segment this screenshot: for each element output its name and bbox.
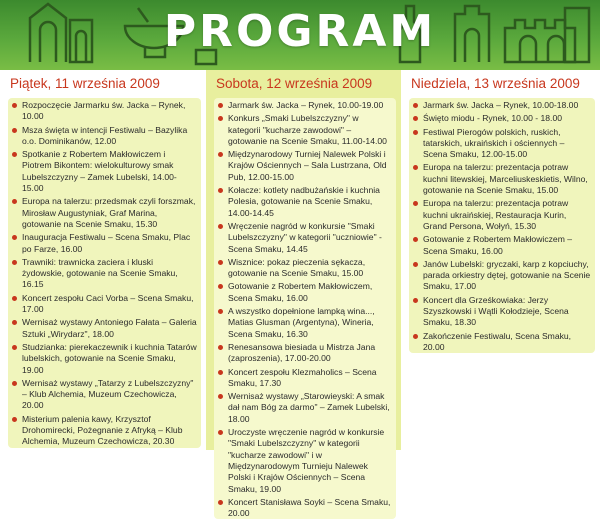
bullet-icon bbox=[413, 237, 418, 242]
event-text: Inauguracja Festiwalu – Scena Smaku, Plac po Farze, 16.00 bbox=[22, 232, 191, 254]
list-item bbox=[218, 306, 392, 340]
event-text: Jarmark św. Jacka – Rynek, 10.00-19.00 bbox=[228, 100, 384, 110]
bullet-icon bbox=[218, 430, 223, 435]
event-text: Zakończenie Festiwalu, Scena Smaku, 20.00 bbox=[423, 330, 572, 352]
list-item bbox=[218, 281, 392, 304]
list-item bbox=[413, 127, 591, 161]
event-text: Wernisaż wystawy „Starowieyski: A smak dał nam Bóg za darmo" – Zamek Lubelski, 18.00 bbox=[228, 391, 390, 424]
event-text: Trawniki: trawnicka zacierа i kluski żydowskie, gotowanie na Scenie Smaku, 16.15 bbox=[22, 256, 178, 290]
event-text: Kołacze: kotlety nadbużańskie i kuchnia Polesia, gotowanie na Scenie Smaku, 14.00-14.45 bbox=[228, 185, 380, 218]
list-item bbox=[218, 342, 392, 365]
bullet-icon bbox=[12, 381, 17, 386]
event-text: Jarmark św. Jacka – Rynek, 10.00-18.00 bbox=[423, 100, 579, 110]
list-item bbox=[12, 293, 197, 316]
event-text: Wisznice: pokaz pieczenia sękacza, gotowanie na Scenie Smaku, 15.00 bbox=[228, 256, 366, 279]
event-text: Renesansowa biesiada u Mistrza Jana (zaproszenia), 17.00-20.00 bbox=[228, 341, 376, 364]
bullet-icon bbox=[218, 345, 223, 350]
event-text: Koncert zespołu Caci Vorba – Scena Smaku, 17.00 bbox=[22, 292, 194, 315]
bullet-icon bbox=[12, 296, 17, 301]
bullet-icon bbox=[413, 201, 418, 206]
event-text: Koncert zespołu Klezmaholics – Scena Smaku, 17.30 bbox=[228, 366, 377, 388]
list-item bbox=[218, 367, 392, 390]
list-item bbox=[413, 259, 591, 293]
event-list bbox=[413, 100, 591, 353]
event-text: Gotowanie z Robertem Makłowiczem, Scena Smaku, 16.00 bbox=[228, 281, 373, 303]
bullet-icon bbox=[218, 116, 223, 121]
bullet-icon bbox=[218, 103, 223, 108]
event-text: Europa na talerzu: przedsmak czyli forszmak, Mirosław Augustyniak, Graf Marina, gotowanie na Scenie Smaku, 15.30 bbox=[22, 196, 196, 229]
bullet-icon bbox=[413, 103, 418, 108]
list-item bbox=[218, 221, 392, 255]
bullet-icon bbox=[12, 417, 17, 422]
list-item bbox=[413, 113, 591, 124]
event-text: A wszystko dopełnione lampką wina..., Matias Glusman (Argentyna), Wineria, Scena Smaku, 16.30 bbox=[228, 306, 375, 339]
bullet-icon bbox=[413, 165, 418, 170]
list-item bbox=[413, 295, 591, 329]
list-item bbox=[12, 342, 197, 376]
event-text: Europa na talerzu: prezentacja potraw kuchni ukraińskiej, Restauracja Kurin, Grand Persona, Wołyń, 15.30 bbox=[423, 198, 569, 231]
day-title: Piątek, 11 września 2009 bbox=[10, 76, 160, 91]
bullet-icon bbox=[218, 284, 223, 289]
list-item bbox=[12, 125, 197, 148]
bullet-icon bbox=[12, 260, 17, 265]
list-item bbox=[413, 331, 591, 354]
list-item bbox=[413, 100, 591, 111]
list-item bbox=[12, 196, 197, 230]
list-item bbox=[218, 257, 392, 280]
bullet-icon bbox=[413, 298, 418, 303]
bullet-icon bbox=[12, 199, 17, 204]
event-text: Misterium palenia kawy, Krzysztof Drohomirecki, Pożegnanie z Afryką – Klub Alchemia, Muzeum Czechowicza, 20.30 bbox=[22, 413, 183, 447]
list-item bbox=[413, 234, 591, 257]
event-text: Koncert Stanisława Soyki – Scena Smaku, 20.00 bbox=[228, 496, 391, 519]
event-text: Europa na talerzu: prezentacja potraw kuchni litewskiej, Marceliuskeskietis, Wilno, gotowanie na Scenie Smaku, 15.00 bbox=[423, 162, 588, 196]
bullet-icon bbox=[218, 260, 223, 265]
list-item bbox=[218, 497, 392, 519]
list-item bbox=[413, 198, 591, 232]
list-item bbox=[12, 100, 197, 123]
event-text: Msza święta w intencji Festiwalu – Bazylika o.o. Dominikanów, 12.00 bbox=[22, 124, 188, 146]
bullet-icon bbox=[218, 394, 223, 399]
event-text: Gotowanie z Robertem Makłowiczem – Scena Smaku, 16.00 bbox=[423, 234, 573, 256]
bullet-icon bbox=[413, 334, 418, 339]
day-column-saturday bbox=[206, 70, 401, 519]
bullet-icon bbox=[12, 128, 17, 133]
bullet-icon bbox=[413, 262, 418, 267]
bullet-icon bbox=[12, 103, 17, 108]
event-text: Konkurs „Smaki Lubelszczyzny" w kategorii "kucharze zawodowi" – gotowanie na Scenie Smaku, 11.00-14.00 bbox=[228, 113, 387, 146]
event-text: Festiwal Pierogów polskich, ruskich, tatarskich, ukraińskich i ościennych – Scena Smaku, 12.00-15.00 bbox=[423, 126, 565, 160]
event-list-box bbox=[8, 98, 201, 448]
event-text: Wernisaż wystawy „Tatarzy z Lubelszczyzny" – Klub Alchemia, Muzeum Czechowicza, 20.00 bbox=[22, 377, 194, 411]
event-list bbox=[218, 100, 392, 519]
bullet-icon bbox=[218, 152, 223, 157]
event-text: Uroczyste wręczenie nagród w konkursie "Smaki Lubelszczyzny" w kategorii "kucharze zawodowi" i w Międzynarodowym Turnieju Nalewek Polski i Krajów Ościennych – Scena Smaku, 19.00 bbox=[228, 427, 385, 494]
event-list bbox=[12, 100, 197, 448]
event-text: Wręczenie nagród w konkursie "Smaki Lubelszczyzny" w kategorii "uczniowie" - Scena Smaku, 14.45 bbox=[228, 220, 382, 254]
list-item bbox=[218, 100, 392, 111]
event-text: Studzianka: pierekaczewnik i kuchnia Tatarów lubelskich, gotowanie na Scenie Smaku, 19.00 bbox=[22, 341, 197, 375]
bullet-icon bbox=[413, 116, 418, 121]
bullet-icon bbox=[12, 320, 17, 325]
day-title: Sobota, 12 września 2009 bbox=[216, 76, 373, 91]
bullet-icon bbox=[12, 152, 17, 157]
event-text: Koncert dla Grześkowiaka: Jerzy Szyszkowski i Wątli Kołodziejе, Scena Smaku, 18.30 bbox=[423, 294, 569, 328]
list-item bbox=[218, 391, 392, 425]
day-column-sunday bbox=[401, 70, 600, 450]
event-text: Międzynarodowy Turniej Nalewek Polski i Krajów Ościennych – Sala Lustrzana, Old Pub, 12.00-15.00 bbox=[228, 149, 387, 182]
list-item bbox=[12, 317, 197, 340]
list-item bbox=[218, 427, 392, 495]
list-item bbox=[218, 149, 392, 183]
list-item bbox=[12, 232, 197, 255]
list-item bbox=[12, 149, 197, 194]
event-list-box bbox=[214, 98, 396, 519]
header-banner bbox=[0, 0, 600, 70]
event-list-box bbox=[409, 98, 595, 353]
day-title: Niedziela, 13 września 2009 bbox=[411, 76, 580, 91]
list-item bbox=[218, 185, 392, 219]
event-text: Janów Lubelski: gryczaki, karp z kopciuchy, parada orkiestry dętej, gotowanie na Scenie Smaku, 17.00 bbox=[423, 258, 591, 292]
event-text: Wernisaż wystawy Antoniego Fałata – Galeria Sztuki „Wirydarz", 18.00 bbox=[22, 317, 197, 339]
event-text: Rozpoczęcie Jarmarku św. Jacka – Rynek, 10.00 bbox=[22, 100, 186, 122]
day-column-friday bbox=[0, 70, 206, 450]
event-text: Święto miodu - Rynek, 10.00 - 18.00 bbox=[423, 113, 563, 124]
list-item bbox=[218, 113, 392, 147]
list-item bbox=[12, 378, 197, 412]
list-item bbox=[413, 162, 591, 196]
bullet-icon bbox=[12, 345, 17, 350]
bullet-icon bbox=[218, 224, 223, 229]
bullet-icon bbox=[218, 309, 223, 314]
page-title: PROGRAM bbox=[163, 6, 437, 57]
event-text: Spotkanie z Robertem Makłowiczem i Piotrem Bikontem: wielokulturowy smak Lubelszczyzny – Zamek Lubelski, 14.00-15.00 bbox=[22, 149, 177, 194]
bullet-icon bbox=[218, 188, 223, 193]
list-item bbox=[12, 414, 197, 448]
bullet-icon bbox=[218, 500, 223, 505]
bullet-icon bbox=[413, 130, 418, 135]
bullet-icon bbox=[12, 235, 17, 240]
list-item bbox=[12, 257, 197, 291]
bullet-icon bbox=[218, 370, 223, 375]
